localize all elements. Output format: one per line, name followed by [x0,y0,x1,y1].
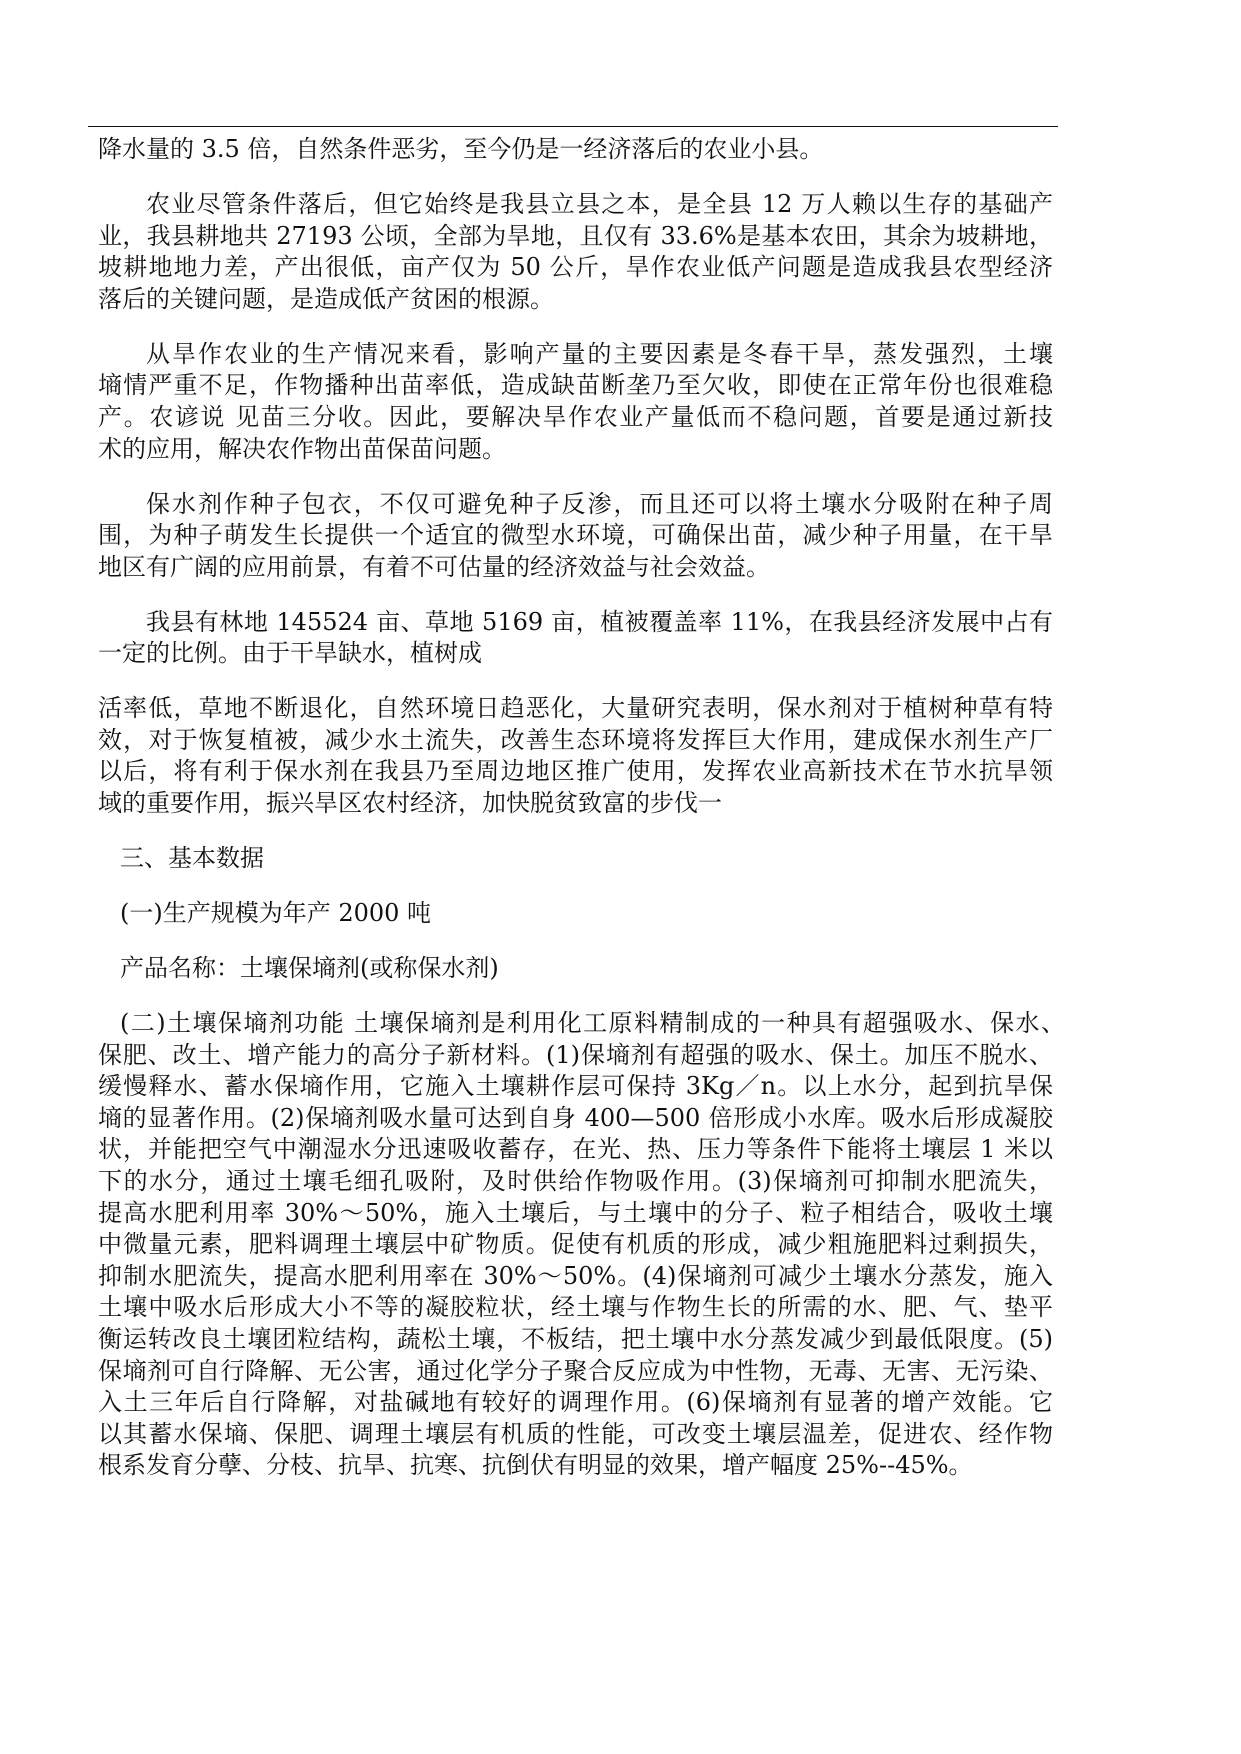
text-line: 入土三年后自行降解，对盐碱地有较好的调理作用。(6)保墒剂有显著的增产效能。它 [98,1388,1053,1417]
text-line: 以后，将有利于保水剂在我县乃至周边地区推广使用，发挥农业高新技术在节水抗旱领 [98,757,1053,786]
text-line: 术的应用，解决农作物出苗保苗问题。 [98,434,506,463]
text-line: (二)土壤保墒剂功能 土壤保墒剂是利用化工原料精制成的一种具有超强吸水、保水、 [120,1008,1065,1037]
text-line: 产。农谚说 见苗三分收。因此，要解决旱作农业产量低而不稳问题，首要是通过新技 [98,402,1053,431]
paragraph-seed-coating [98,489,1053,584]
paragraph-function [98,1008,1065,1482]
text-line: 一定的比例。由于干旱缺水，植树成 [98,639,482,668]
text-line: 以其蓄水保墒、保肥、调理土壤层有机质的性能，可改变土壤层温差，促进农、经作物 [98,1419,1053,1448]
header-rule [88,126,1058,127]
text-line: 土壤中吸水后形成大小不等的凝胶粒状，经土壤与作物生长的所需的水、肥、气、垫平 [98,1293,1053,1322]
section-heading: 三、基本数据 [120,844,264,873]
text-line: 业，我县耕地共 27193 公顷，全部为旱地，且仅有 33.6%是基本农田，其余为坡耕地， [98,221,1053,250]
text-line: 降水量的 3.5 倍，自然条件恶劣，至今仍是一经济落后的农业小县。 [98,135,824,163]
section-heading-block [98,843,1053,875]
text-line: 效，对于恢复植被，减少水土流失，改善生态环境将发挥巨大作用，建成保水剂生产厂 [98,725,1053,754]
paragraph-forest-continued [98,693,1053,819]
paragraph-dryland [98,339,1053,465]
text-line: 从旱作农业的生产情况来看，影响产量的主要因素是冬春干旱，蒸发强烈，土壤 [146,339,1053,368]
text-line: 围，为种子萌发生长提供一个适宜的微型水环境，可确保出苗，减少种子用量，在干旱 [98,521,1053,550]
text-line: 农业尽管条件落后，但它始终是我县立县之本，是全县 12 万人赖以生存的基础产 [146,189,1053,218]
text-line: 活率低，草地不断退化，自然环境日趋恶化，大量研究表明，保水剂对于植树种草有特 [98,694,1053,723]
paragraph-agriculture [98,189,1053,315]
product-name-block [98,953,1053,985]
text-line: 状，并能把空气中潮湿水分迅速吸收蓄存，在光、热、压力等条件下能将土壤层 1 米以 [98,1135,1053,1164]
text-line: 提高水肥利用率 30%～50%，施入土壤后，与土壤中的分子、粒子相结合，吸收土壤 [98,1198,1053,1227]
text-line: 保肥、改土、增产能力的高分子新材料。(1)保墒剂有超强的吸水、保土。加压不脱水、 [98,1040,1053,1069]
text-line: 墒的显著作用。(2)保墒剂吸水量可达到自身 400—500 倍形成小水库。吸水后形成凝胶 [98,1103,1053,1132]
production-scale-block [98,898,1053,930]
paragraph-forest [98,607,1053,670]
production-scale: (一)生产规模为年产 2000 吨 [120,899,432,928]
product-name: 产品名称：土壤保墒剂(或称保水剂) [120,954,499,982]
text-line: 保墒剂可自行降解、无公害，通过化学分子聚合反应成为中性物，无毒、无害、无污染、 [98,1356,1053,1385]
text-column [98,134,1065,1482]
paragraph-continuation [98,134,1053,166]
text-line: 落后的关键问题，是造成低产贫困的根源。 [98,284,554,313]
text-line: 抑制水肥流失，提高水肥利用率在 30%～50%。(4)保墒剂可减少土壤水分蒸发，施入 [98,1261,1053,1290]
text-line: 墒情严重不足，作物播种出苗率低，造成缺苗断垄乃至欠收，即使在正常年份也很难稳 [98,371,1053,400]
text-line: 衡运转改良土壤团粒结构，蔬松土壤，不板结，把土壤中水分蒸发减少到最低限度。(5) [98,1324,1053,1353]
text-line: 缓慢释水、蓄水保墒作用，它施入土壤耕作层可保持 3Kg／n。以上水分，起到抗旱保 [98,1072,1053,1101]
text-line: 我县有林地 145524 亩、草地 5169 亩，植被覆盖率 11%，在我县经济发展中占有 [146,607,1053,636]
text-line: 下的水分，通过土壤毛细孔吸附，及时供给作物吸作用。(3)保墒剂可抑制水肥流失， [98,1166,1053,1195]
text-line: 根系发育分孽、分枝、抗旱、抗寒、抗倒伏有明显的效果，增产幅度 25%--45%。 [98,1451,973,1480]
text-line: 域的重要作用，振兴旱区农村经济，加快脱贫致富的步伐一 [98,789,722,818]
text-line: 坡耕地地力差，产出很低，亩产仅为 50 公斤，旱作农业低产问题是造成我县农型经济 [98,253,1053,282]
text-line: 中微量元素，肥料调理土壤层中矿物质。促使有机质的形成，减少粗施肥料过剩损失， [98,1230,1053,1259]
text-line: 地区有广阔的应用前景，有着不可估量的经济效益与社会效益。 [98,552,770,581]
text-line: 保水剂作种子包衣，不仅可避免种子反渗，而且还可以将土壤水分吸附在种子周 [146,489,1053,518]
